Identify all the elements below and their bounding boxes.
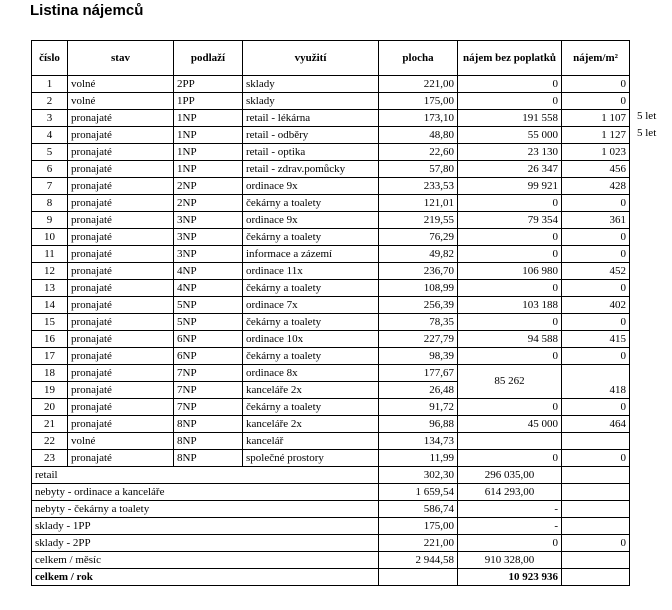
row-area: 108,99 xyxy=(379,280,458,297)
row-rent-per-m2: 415 xyxy=(562,331,630,348)
table-row xyxy=(32,365,630,382)
summary-rent-per-m2 xyxy=(562,518,630,535)
row-floor: 3NP xyxy=(174,246,243,263)
row-usage: čekárny a toalety xyxy=(243,280,379,297)
row-floor: 8NP xyxy=(174,433,243,450)
row-number: 12 xyxy=(32,263,68,280)
row-rent: 0 xyxy=(458,348,562,365)
summary-rent: - xyxy=(458,518,562,535)
summary-area: 221,00 xyxy=(379,535,458,552)
row-usage: retail - lékárna xyxy=(243,110,379,127)
row-rent-per-m2: 0 xyxy=(562,93,630,110)
row-area: 57,80 xyxy=(379,161,458,178)
row-number: 23 xyxy=(32,450,68,467)
row-rent: 99 921 xyxy=(458,178,562,195)
row-floor: 7NP xyxy=(174,382,243,399)
row-status: pronajaté xyxy=(68,144,174,161)
row-usage: retail - optika xyxy=(243,144,379,161)
col-header-status: stav xyxy=(68,41,174,76)
summary-row xyxy=(32,518,630,535)
row-area: 256,39 xyxy=(379,297,458,314)
summary-area: 2 944,58 xyxy=(379,552,458,569)
row-floor: 1NP xyxy=(174,110,243,127)
row-usage: čekárny a toalety xyxy=(243,195,379,212)
row-area: 96,88 xyxy=(379,416,458,433)
summary-rent: 910 328,00 xyxy=(458,552,562,569)
row-area: 219,55 xyxy=(379,212,458,229)
summary-rent-per-m2 xyxy=(562,552,630,569)
summary-rent-per-m2 xyxy=(562,569,630,586)
row-status: pronajaté xyxy=(68,297,174,314)
row-area: 91,72 xyxy=(379,399,458,416)
table-row xyxy=(32,297,630,314)
row-number: 5 xyxy=(32,144,68,161)
row-number: 15 xyxy=(32,314,68,331)
row-rent-per-m2: 1 023 xyxy=(562,144,630,161)
row-number: 17 xyxy=(32,348,68,365)
row-number: 16 xyxy=(32,331,68,348)
row-rent-per-m2: 1 107 xyxy=(562,110,630,127)
row-rent-per-m2: 452 xyxy=(562,263,630,280)
summary-rent-per-m2 xyxy=(562,501,630,518)
row-rent-per-m2: 0 xyxy=(562,399,630,416)
row-number: 19 xyxy=(32,382,68,399)
row-rent-per-m2: 0 xyxy=(562,76,630,93)
summary-row xyxy=(32,535,630,552)
row-area: 26,48 xyxy=(379,382,458,399)
row-number: 14 xyxy=(32,297,68,314)
col-header-floor: podlaží xyxy=(174,41,243,76)
row-status: pronajaté xyxy=(68,229,174,246)
row-floor: 8NP xyxy=(174,416,243,433)
row-rent: 0 xyxy=(458,229,562,246)
summary-row xyxy=(32,467,630,484)
summary-rent: - xyxy=(458,501,562,518)
row-number: 1 xyxy=(32,76,68,93)
row-usage: ordinace 11x xyxy=(243,263,379,280)
row-floor: 2NP xyxy=(174,178,243,195)
summary-area: 1 659,54 xyxy=(379,484,458,501)
row-floor: 1NP xyxy=(174,144,243,161)
row-usage: čekárny a toalety xyxy=(243,399,379,416)
row-floor: 6NP xyxy=(174,348,243,365)
summary-row xyxy=(32,484,630,501)
col-header-area: plocha xyxy=(379,41,458,76)
row-area: 134,73 xyxy=(379,433,458,450)
summary-area: 586,74 xyxy=(379,501,458,518)
row-status: pronajaté xyxy=(68,331,174,348)
table-row xyxy=(32,127,630,144)
table-row xyxy=(32,450,630,467)
table-row xyxy=(32,263,630,280)
row-rent-per-m2: 361 xyxy=(562,212,630,229)
row-rent: 94 588 xyxy=(458,331,562,348)
col-header-rent-per-m2: nájem/m² xyxy=(562,41,630,76)
row-floor: 3NP xyxy=(174,212,243,229)
summary-row xyxy=(32,501,630,518)
summary-label: nebyty - čekárny a toalety xyxy=(32,501,379,518)
row-number: 6 xyxy=(32,161,68,178)
row-area: 48,80 xyxy=(379,127,458,144)
row-floor: 1PP xyxy=(174,93,243,110)
row-floor: 2PP xyxy=(174,76,243,93)
row-usage: informace a zázemí xyxy=(243,246,379,263)
row-status: pronajaté xyxy=(68,382,174,399)
row-usage: ordinace 9x xyxy=(243,212,379,229)
table-row xyxy=(32,399,630,416)
row-number: 3 xyxy=(32,110,68,127)
row-status: pronajaté xyxy=(68,110,174,127)
summary-area xyxy=(379,569,458,586)
row-area: 121,01 xyxy=(379,195,458,212)
row-status: volné xyxy=(68,76,174,93)
summary-rent-per-m2 xyxy=(562,484,630,501)
table-row xyxy=(32,93,630,110)
row-usage: čekárny a toalety xyxy=(243,314,379,331)
row-number: 2 xyxy=(32,93,68,110)
row-floor: 1NP xyxy=(174,127,243,144)
row-usage: ordinace 9x xyxy=(243,178,379,195)
row-floor: 4NP xyxy=(174,263,243,280)
summary-rent: 614 293,00 xyxy=(458,484,562,501)
row-usage: retail - odběry xyxy=(243,127,379,144)
row-usage: kanceláře 2x xyxy=(243,382,379,399)
row-usage: ordinace 10x xyxy=(243,331,379,348)
row-rent: 0 xyxy=(458,195,562,212)
term-note: 5 let xyxy=(637,110,657,122)
table-row xyxy=(32,76,630,93)
row-rent: 191 558 xyxy=(458,110,562,127)
row-area: 175,00 xyxy=(379,93,458,110)
row-area: 177,67 xyxy=(379,365,458,382)
row-status: pronajaté xyxy=(68,450,174,467)
row-rent-per-m2: 0 xyxy=(562,314,630,331)
summary-label: nebyty - ordinace a kanceláře xyxy=(32,484,379,501)
row-rent: 0 xyxy=(458,450,562,467)
table-row xyxy=(32,229,630,246)
summary-row xyxy=(32,569,630,586)
row-status: volné xyxy=(68,93,174,110)
col-header-usage: využití xyxy=(243,41,379,76)
summary-label: celkem / měsíc xyxy=(32,552,379,569)
term-note: 5 let xyxy=(637,127,657,139)
row-usage: čekárny a toalety xyxy=(243,348,379,365)
row-rent: 0 xyxy=(458,399,562,416)
row-area: 98,39 xyxy=(379,348,458,365)
row-status: pronajaté xyxy=(68,212,174,229)
row-rent-per-m2: 1 127 xyxy=(562,127,630,144)
row-area: 78,35 xyxy=(379,314,458,331)
row-rent: 26 347 xyxy=(458,161,562,178)
row-area: 49,82 xyxy=(379,246,458,263)
table-row xyxy=(32,433,630,450)
row-rent-per-m2: 0 xyxy=(562,280,630,297)
row-rent-per-m2: 0 xyxy=(562,229,630,246)
summary-label: sklady - 1PP xyxy=(32,518,379,535)
row-rent: 79 354 xyxy=(458,212,562,229)
row-rent-per-m2: 0 xyxy=(562,195,630,212)
table-row xyxy=(32,161,630,178)
row-floor: 5NP xyxy=(174,314,243,331)
row-status: volné xyxy=(68,433,174,450)
row-status: pronajaté xyxy=(68,280,174,297)
row-usage: společné prostory xyxy=(243,450,379,467)
row-status: pronajaté xyxy=(68,416,174,433)
row-status: pronajaté xyxy=(68,127,174,144)
summary-rent: 0 xyxy=(458,535,562,552)
row-rent-per-m2: 428 xyxy=(562,178,630,195)
row-status: pronajaté xyxy=(68,161,174,178)
table-row xyxy=(32,416,630,433)
row-floor: 2NP xyxy=(174,195,243,212)
row-number: 9 xyxy=(32,212,68,229)
row-area: 22,60 xyxy=(379,144,458,161)
row-usage: sklady xyxy=(243,76,379,93)
row-floor: 7NP xyxy=(174,365,243,382)
table-row xyxy=(32,178,630,195)
table-row xyxy=(32,212,630,229)
header-row xyxy=(32,41,630,76)
row-rent: 106 980 xyxy=(458,263,562,280)
row-floor: 5NP xyxy=(174,297,243,314)
row-rent: 0 xyxy=(458,280,562,297)
row-area: 173,10 xyxy=(379,110,458,127)
row-rent: 55 000 xyxy=(458,127,562,144)
row-number: 20 xyxy=(32,399,68,416)
row-number: 4 xyxy=(32,127,68,144)
row-area: 227,79 xyxy=(379,331,458,348)
row-area: 233,53 xyxy=(379,178,458,195)
table-row xyxy=(32,144,630,161)
row-rent-per-m2: 402 xyxy=(562,297,630,314)
row-status: pronajaté xyxy=(68,314,174,331)
summary-area: 175,00 xyxy=(379,518,458,535)
row-rent-per-m2: 0 xyxy=(562,450,630,467)
row-number: 21 xyxy=(32,416,68,433)
row-rent-per-m2: 418 xyxy=(562,365,630,399)
row-rent: 0 xyxy=(458,76,562,93)
row-floor: 4NP xyxy=(174,280,243,297)
tenant-table xyxy=(31,40,630,586)
row-area: 11,99 xyxy=(379,450,458,467)
table-row xyxy=(32,246,630,263)
table-row xyxy=(32,331,630,348)
summary-rent-per-m2 xyxy=(562,467,630,484)
row-usage: čekárny a toalety xyxy=(243,229,379,246)
table-row xyxy=(32,314,630,331)
summary-row xyxy=(32,552,630,569)
row-number: 13 xyxy=(32,280,68,297)
col-header-number: číslo xyxy=(32,41,68,76)
summary-rent: 296 035,00 xyxy=(458,467,562,484)
row-rent xyxy=(458,433,562,450)
row-status: pronajaté xyxy=(68,263,174,280)
table-row xyxy=(32,195,630,212)
row-usage: ordinace 7x xyxy=(243,297,379,314)
row-rent: 23 130 xyxy=(458,144,562,161)
row-number: 18 xyxy=(32,365,68,382)
row-rent: 45 000 xyxy=(458,416,562,433)
row-floor: 6NP xyxy=(174,331,243,348)
row-rent-per-m2: 0 xyxy=(562,246,630,263)
row-rent: 0 xyxy=(458,314,562,331)
row-area: 76,29 xyxy=(379,229,458,246)
row-status: pronajaté xyxy=(68,178,174,195)
summary-rent-per-m2: 0 xyxy=(562,535,630,552)
row-status: pronajaté xyxy=(68,246,174,263)
row-floor: 3NP xyxy=(174,229,243,246)
row-number: 8 xyxy=(32,195,68,212)
row-floor: 8NP xyxy=(174,450,243,467)
row-status: pronajaté xyxy=(68,195,174,212)
row-status: pronajaté xyxy=(68,348,174,365)
row-usage: kancelář xyxy=(243,433,379,450)
summary-label: celkem / rok xyxy=(32,569,379,586)
row-floor: 7NP xyxy=(174,399,243,416)
row-number: 10 xyxy=(32,229,68,246)
col-header-rent: nájem bez poplatků xyxy=(458,41,562,76)
row-number: 11 xyxy=(32,246,68,263)
row-usage: sklady xyxy=(243,93,379,110)
row-status: pronajaté xyxy=(68,365,174,382)
row-rent: 85 262 xyxy=(458,365,562,399)
row-usage: ordinace 8x xyxy=(243,365,379,382)
row-area: 236,70 xyxy=(379,263,458,280)
row-usage: retail - zdrav.pomůcky xyxy=(243,161,379,178)
row-rent-per-m2 xyxy=(562,433,630,450)
table-row xyxy=(32,348,630,365)
page-title: Listina nájemců xyxy=(30,2,144,19)
row-rent-per-m2: 464 xyxy=(562,416,630,433)
row-number: 22 xyxy=(32,433,68,450)
row-rent-per-m2: 0 xyxy=(562,348,630,365)
row-floor: 1NP xyxy=(174,161,243,178)
row-status: pronajaté xyxy=(68,399,174,416)
row-area: 221,00 xyxy=(379,76,458,93)
row-usage: kanceláře 2x xyxy=(243,416,379,433)
row-rent: 0 xyxy=(458,246,562,263)
summary-area: 302,30 xyxy=(379,467,458,484)
row-rent-per-m2: 456 xyxy=(562,161,630,178)
row-rent: 103 188 xyxy=(458,297,562,314)
table-row xyxy=(32,280,630,297)
summary-label: retail xyxy=(32,467,379,484)
summary-rent: 10 923 936 xyxy=(458,569,562,586)
summary-label: sklady - 2PP xyxy=(32,535,379,552)
row-number: 7 xyxy=(32,178,68,195)
table-row xyxy=(32,110,630,127)
row-rent: 0 xyxy=(458,93,562,110)
